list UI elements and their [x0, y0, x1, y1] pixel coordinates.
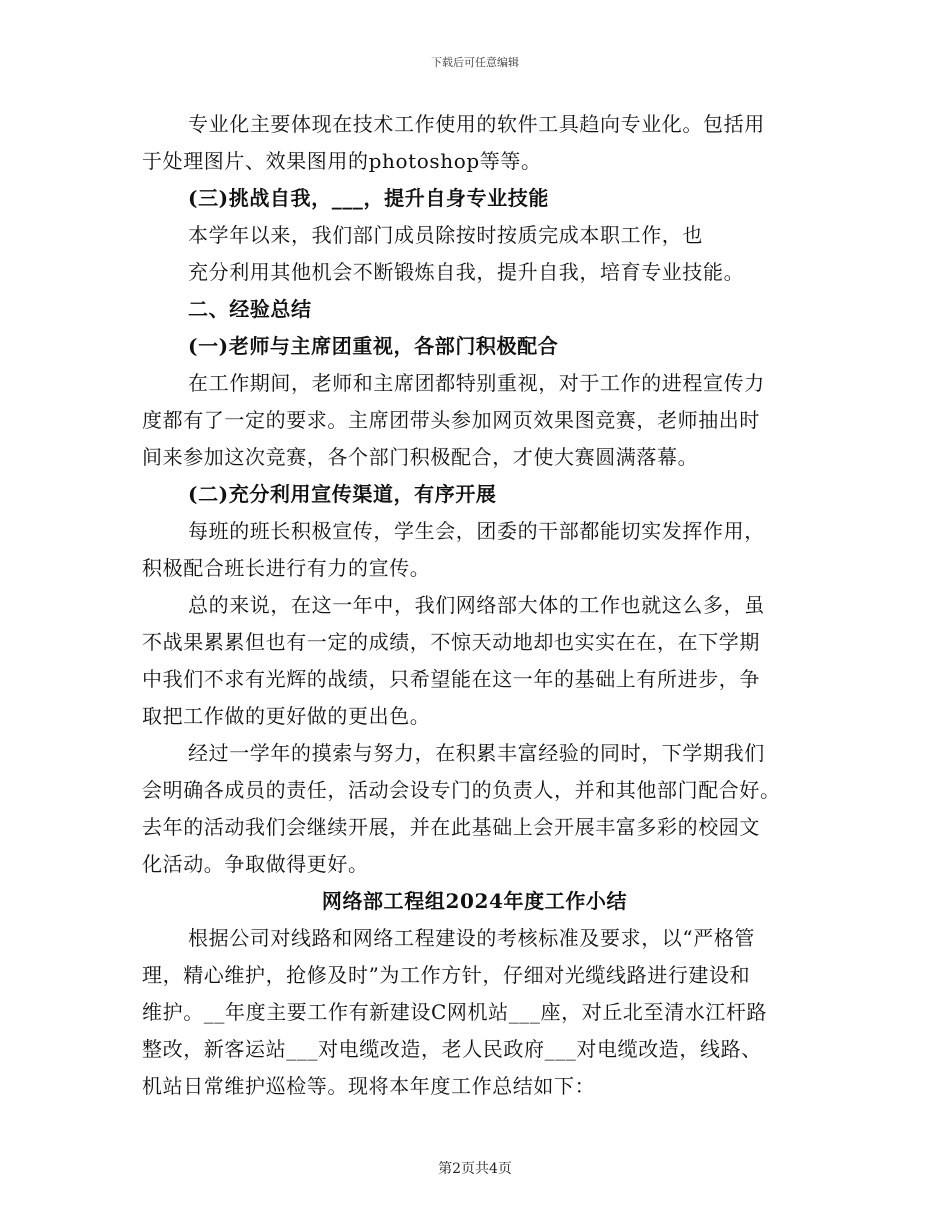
- paragraph-line: 每班的班长积极宣传，学生会，团委的干部都能切实发挥作用，: [188, 519, 765, 543]
- paragraph-line: 取把工作做的更好做的更出色。: [142, 704, 431, 728]
- document-body: [142, 106, 807, 1105]
- paragraph-line: 于处理图片、效果图用的photoshop等等。: [142, 149, 542, 173]
- paragraph-line: 去年的活动我们会继续开展，并在此基础上会开展丰富多彩的校园文: [142, 815, 760, 839]
- paragraph-line: 专业化主要体现在技术工作使用的软件工具趋向专业化。包括用: [188, 112, 765, 136]
- paragraph-line: 整改，新客运站___对电缆改造，老人民政府___对电缆改造，线路、: [142, 1037, 762, 1061]
- paragraph-line: 理，精心维护，抢修及时”为工作方针，仔细对光缆线路进行建设和: [142, 963, 751, 987]
- section-heading: (三)挑战自我，___，提升自身专业技能: [188, 186, 549, 210]
- section-heading: 二、经验总结: [188, 297, 312, 321]
- paragraph-line: 化活动。争取做得更好。: [142, 852, 369, 876]
- paragraph-line: 不战果累累但也有一定的成绩，不惊天动地却也实实在在，在下学期: [142, 630, 760, 654]
- paragraph-line: 中我们不求有光辉的战绩，只希望能在这一年的基础上有所进步，争: [142, 667, 760, 691]
- paragraph-line: 机站日常维护巡检等。现将本年度工作总结如下：: [142, 1074, 596, 1098]
- document-title: 网络部工程组2024年度工作小结: [321, 889, 628, 913]
- paragraph-line: 维护。__年度主要工作有新建设C网机站___座，对丘北至清水江杆路: [142, 1000, 768, 1024]
- paragraph-line: 总的来说，在这一年中，我们网络部大体的工作也就这么多，虽: [188, 593, 765, 617]
- paragraph-line: 积极配合班长进行有力的宣传。: [142, 556, 431, 580]
- paragraph-line: 充分利用其他机会不断锻炼自我，提升自我，培育专业技能。: [188, 260, 745, 284]
- page-footer: 第2页共4页: [438, 1161, 512, 1177]
- section-heading: (二)充分利用宣传渠道，有序开展: [188, 482, 497, 506]
- paragraph-line: 经过一学年的摸索与努力，在积累丰富经验的同时，下学期我们: [188, 741, 765, 765]
- paragraph-line: 度都有了一定的要求。主席团带头参加网页效果图竞赛，老师抽出时: [142, 408, 760, 432]
- paragraph-line: 本学年以来，我们部门成员除按时按质完成本职工作，也: [188, 223, 703, 247]
- page-header: 下载后可任意编辑: [431, 56, 519, 69]
- paragraph-line: 会明确各成员的责任，活动会设专门的负责人，并和其他部门配合好。: [142, 778, 781, 802]
- paragraph-line: 在工作期间，老师和主席团都特别重视，对于工作的进程宣传力: [188, 371, 765, 395]
- paragraph-line: 间来参加这次竞赛，各个部门积极配合，才使大赛圆满落幕。: [142, 445, 699, 469]
- paragraph-line: 根据公司对线路和网络工程建设的考核标准及要求，以“严格管: [188, 926, 756, 950]
- section-heading: (一)老师与主席团重视，各部门积极配合: [188, 334, 559, 358]
